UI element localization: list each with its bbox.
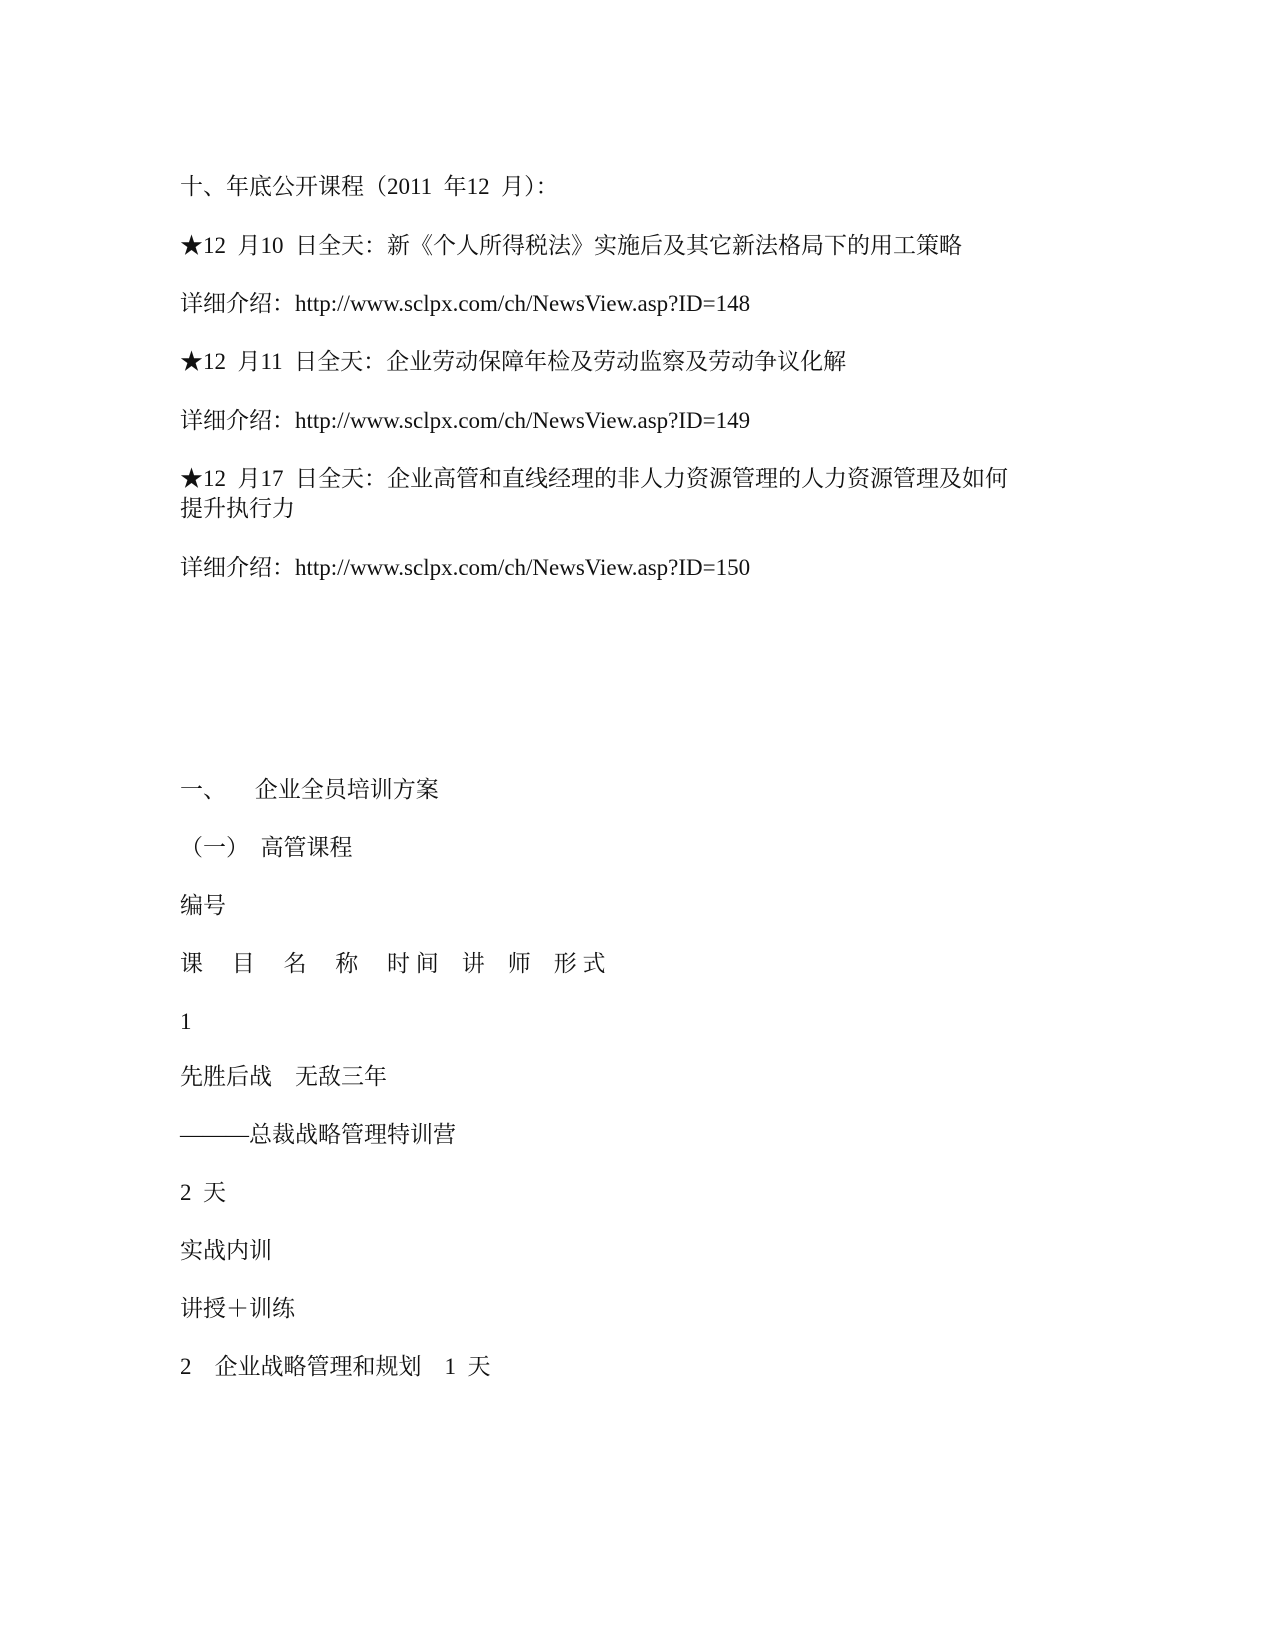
row-duration: 2 天 — [180, 1180, 226, 1205]
plan-subheading: （一） 高管课程 — [180, 835, 353, 860]
detail-link[interactable]: http://www.sclpx.com/ch/NewsView.asp?ID=148 — [295, 291, 751, 316]
course-title: ★12 月17 日全天：企业高管和直线经理的非人力资源管理的人力资源管理及如何 — [180, 466, 1008, 491]
detail-label: 详细介绍： — [180, 408, 295, 433]
row-number: 1 — [180, 1009, 192, 1034]
course-detail — [180, 289, 1060, 319]
row-instructor: 实战内训 — [180, 1238, 272, 1263]
plan-heading: 一、 企业全员培训方案 — [180, 777, 439, 802]
course-detail — [180, 406, 1060, 436]
course-detail — [180, 553, 1060, 583]
row-subtitle: ———总裁战略管理特训营 — [180, 1122, 456, 1147]
detail-label: 详细介绍： — [180, 555, 295, 580]
detail-link[interactable]: http://www.sclpx.com/ch/NewsView.asp?ID=150 — [295, 555, 751, 580]
detail-link[interactable]: http://www.sclpx.com/ch/NewsView.asp?ID=149 — [295, 408, 751, 433]
table-row: 2 企业战略管理和规划 1 天 — [180, 1354, 491, 1379]
column-headers: 课 目 名 称 时 间 讲 师 形 式 — [180, 951, 606, 976]
section-heading: 十、年底公开课程（2011 年12 月）： — [180, 174, 559, 199]
row-title: 先胜后战 无敌三年 — [180, 1064, 387, 1089]
course-title: ★12 月10 日全天：新《个人所得税法》实施后及其它新法格局下的用工策略 — [180, 233, 962, 258]
course-title-continued: 提升执行力 — [180, 496, 295, 521]
detail-label: 详细介绍： — [180, 291, 295, 316]
column-number-label: 编号 — [180, 893, 226, 918]
course-title: ★12 月11 日全天：企业劳动保障年检及劳动监察及劳动争议化解 — [180, 349, 847, 374]
row-format: 讲授＋训练 — [180, 1296, 295, 1321]
